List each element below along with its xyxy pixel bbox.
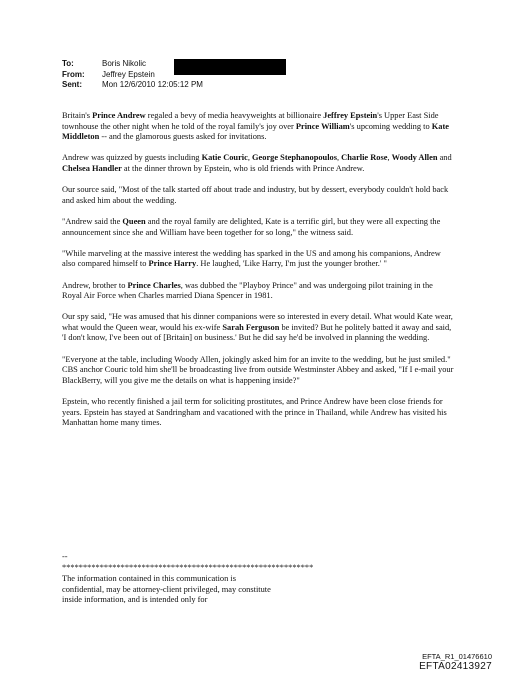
confidentiality-notice: The information contained in this communication is confidential, may be attorney-client privileged, may constitute inside information, and is intended only for bbox=[62, 574, 271, 605]
bates-id-primary: EFTA_R1_01476610 bbox=[422, 652, 492, 661]
to-value: Boris Nikolic bbox=[102, 59, 147, 68]
redaction-box bbox=[174, 59, 286, 75]
paragraph-5: "While marveling at the massive interest the wedding has sparked in the US and among his companions, Andrew also compared himself to Prince Harry. He laughed, 'Like Harry, I'm just the younger brother.' " bbox=[62, 248, 441, 269]
paragraph-2: Andrew was quizzed by guests including Katie Couric, George Stephanopoulos, Charlie Rose, Woody Allen and Chelsea Handler at the dinner thrown by Epstein, who is old friends with Prince Andrew. bbox=[62, 153, 452, 173]
bates-id-secondary: EFTA02413927 bbox=[419, 661, 492, 672]
from-label: From: bbox=[62, 69, 85, 79]
to-label: To: bbox=[62, 59, 74, 68]
bold-name: Woody Allen bbox=[391, 153, 438, 163]
bold-name: Prince Andrew bbox=[92, 111, 146, 120]
bold-name: Jeffrey Epstein bbox=[323, 111, 378, 120]
bold-name: Sarah Ferguson bbox=[222, 322, 280, 332]
sent-value: Mon 12/6/2010 12:05:12 PM bbox=[102, 80, 203, 89]
bold-name: Chelsea Handler bbox=[62, 163, 122, 173]
bold-name: George Stephanopoulos bbox=[252, 153, 337, 163]
paragraph-1: Britain's Prince Andrew regaled a bevy of media heavyweights at billionaire Jeffrey Epstein's Upper East Side townhouse the other night when he told of the royal family's joy over Prince William's upcoming wedding to Kate Middleton -- and the glamorous guests asked for invitations. bbox=[62, 111, 449, 142]
bold-name: Queen bbox=[122, 216, 146, 226]
sent-row bbox=[62, 80, 203, 91]
signature-dash: -- bbox=[62, 552, 68, 561]
bold-name: Charlie Rose bbox=[341, 153, 388, 163]
paragraph-3: Our source said, "Most of the talk started off about trade and industry, but by dessert, everybody couldn't hold back and asked him about the wedding. bbox=[62, 185, 449, 205]
signature-block bbox=[62, 552, 362, 606]
asterisk-divider: ************************************************************ bbox=[62, 562, 314, 572]
bold-name: Katie Couric bbox=[201, 153, 248, 163]
email-body bbox=[62, 111, 454, 439]
bold-name: Prince William bbox=[295, 121, 350, 131]
paragraph-4: "Andrew said the Queen and the royal family are delighted, Kate is a terrific girl, but they were all expecting the announcement since she and William have been together for so long," the witness said. bbox=[62, 216, 441, 237]
bates-footer bbox=[419, 652, 492, 672]
bold-name: Prince Charles bbox=[127, 280, 181, 290]
paragraph-6: Andrew, brother to Prince Charles, was dubbed the "Playboy Prince" and was undergoing pilot training in the Royal Air Force when Charles married Diana Spencer in 1981. bbox=[62, 280, 433, 301]
from-value: Jeffrey Epstein bbox=[102, 69, 155, 79]
sent-label: Sent: bbox=[62, 80, 82, 89]
paragraph-9: Epstein, who recently finished a jail term for soliciting prostitutes, and Prince Andrew have been close friends for years. Epstein has stayed at Sandringham and vacationed with the prince in Thailand, while Andrew has visited his Manhattan home many times. bbox=[62, 397, 447, 428]
paragraph-8: "Everyone at the table, including Woody Allen, jokingly asked him for an invite to the wedding, but he just smiled." CBS anchor Couric told him she'll be broadcasting live from outside Westminster Abbey and asked, "If I e-mail your BlackBerry, will you give me the details on what is happening inside?" bbox=[62, 354, 454, 385]
bold-name: Prince Harry bbox=[148, 259, 197, 269]
bold-name: Kate Middleton bbox=[62, 121, 449, 142]
paragraph-7: Our spy said, "He was amused that his dinner companions were so interested in every detail. What would Kate wear, what would the Queen wear, would his ex-wife Sarah Ferguson be invited? But he politely batted it away and said, 'I don't know, I've been out of [Britain] on business.' But he did say he'd be involved in planning the wedding. bbox=[62, 312, 453, 343]
